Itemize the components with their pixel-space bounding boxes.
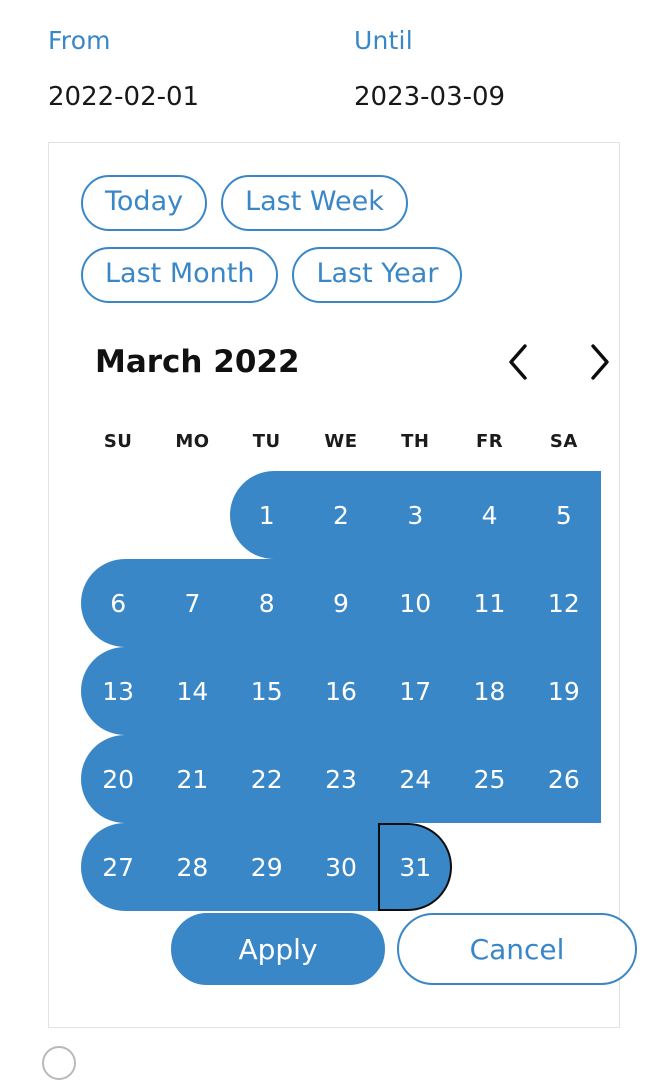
radio-indicator[interactable]: [42, 1046, 76, 1080]
weekday-label: SU: [103, 431, 133, 452]
calendar-week-row: [81, 735, 601, 823]
calendar-week-row: [81, 823, 601, 911]
calendar-day-cell[interactable]: 18: [452, 647, 526, 735]
quick-range-pills: [81, 175, 601, 303]
quick-range-last-year[interactable]: Last Year: [292, 247, 462, 303]
calendar-grid: [81, 471, 601, 911]
calendar-day-cell[interactable]: 15: [230, 647, 304, 735]
calendar-day-cell[interactable]: 2: [304, 471, 378, 559]
until-field-label: Until: [354, 26, 413, 55]
calendar-day-cell[interactable]: 22: [230, 735, 304, 823]
calendar-day-cell[interactable]: 1: [230, 471, 304, 559]
calendar-day-cell[interactable]: 4: [452, 471, 526, 559]
calendar-week-row: [81, 647, 601, 735]
calendar-day-cell: [155, 471, 229, 559]
until-field[interactable]: [354, 26, 505, 112]
calendar-day-cell[interactable]: 17: [378, 647, 452, 735]
calendar-day-cell[interactable]: 19: [527, 647, 601, 735]
calendar-day-cell[interactable]: 16: [304, 647, 378, 735]
calendar-week-row: [81, 471, 601, 559]
from-field-value[interactable]: 2022-02-01: [48, 82, 200, 112]
calendar-day-cell[interactable]: 24: [378, 735, 452, 823]
weekday-header-row: [81, 431, 601, 453]
month-header: [49, 339, 621, 395]
previous-month-button[interactable]: [495, 337, 541, 387]
calendar-day-cell[interactable]: 21: [155, 735, 229, 823]
calendar-day-cell[interactable]: 12: [527, 559, 601, 647]
next-month-button[interactable]: [577, 337, 623, 387]
calendar-day-cell-selected-end[interactable]: 31: [378, 823, 452, 911]
calendar-day-cell[interactable]: 11: [452, 559, 526, 647]
calendar-day-cell[interactable]: 20: [81, 735, 155, 823]
calendar-panel: [48, 142, 620, 1028]
calendar-day-cell[interactable]: 28: [155, 823, 229, 911]
calendar-day-cell: [527, 823, 601, 911]
weekday-label: SA: [549, 431, 578, 452]
picker-actions: [49, 913, 621, 1003]
month-title: March 2022: [95, 344, 300, 380]
cancel-button[interactable]: Cancel: [397, 913, 637, 985]
calendar-day-cell[interactable]: 14: [155, 647, 229, 735]
calendar-day-cell[interactable]: 27: [81, 823, 155, 911]
calendar-day-cell[interactable]: 26: [527, 735, 601, 823]
quick-range-last-week[interactable]: Last Week: [221, 175, 408, 231]
calendar-day-cell[interactable]: 3: [378, 471, 452, 559]
calendar-day-cell: [81, 471, 155, 559]
calendar-day-cell: [452, 823, 526, 911]
quick-range-last-month[interactable]: Last Month: [81, 247, 278, 303]
weekday-label: WE: [324, 431, 358, 452]
apply-button[interactable]: Apply: [171, 913, 385, 985]
calendar-week-row: [81, 559, 601, 647]
from-field-label: From: [48, 26, 111, 55]
date-range-fields: [0, 0, 668, 140]
calendar-day-cell[interactable]: 7: [155, 559, 229, 647]
calendar-day-cell[interactable]: 9: [304, 559, 378, 647]
calendar-day-cell[interactable]: 13: [81, 647, 155, 735]
calendar-day-cell[interactable]: 5: [527, 471, 601, 559]
quick-range-today[interactable]: Today: [81, 175, 207, 231]
until-field-value[interactable]: 2023-03-09: [354, 82, 506, 112]
calendar-day-cell[interactable]: 30: [304, 823, 378, 911]
weekday-label: TH: [401, 431, 430, 452]
calendar-day-cell[interactable]: 25: [452, 735, 526, 823]
calendar-day-cell[interactable]: 8: [230, 559, 304, 647]
weekday-label: FR: [475, 431, 504, 452]
weekday-label: MO: [175, 431, 210, 452]
calendar-day-cell[interactable]: 23: [304, 735, 378, 823]
chevron-left-icon: [505, 342, 531, 382]
weekday-label: TU: [252, 431, 281, 452]
calendar-day-cell[interactable]: 6: [81, 559, 155, 647]
calendar-day-cell[interactable]: 10: [378, 559, 452, 647]
chevron-right-icon: [587, 342, 613, 382]
from-field[interactable]: [48, 26, 199, 112]
calendar-day-cell[interactable]: 29: [230, 823, 304, 911]
